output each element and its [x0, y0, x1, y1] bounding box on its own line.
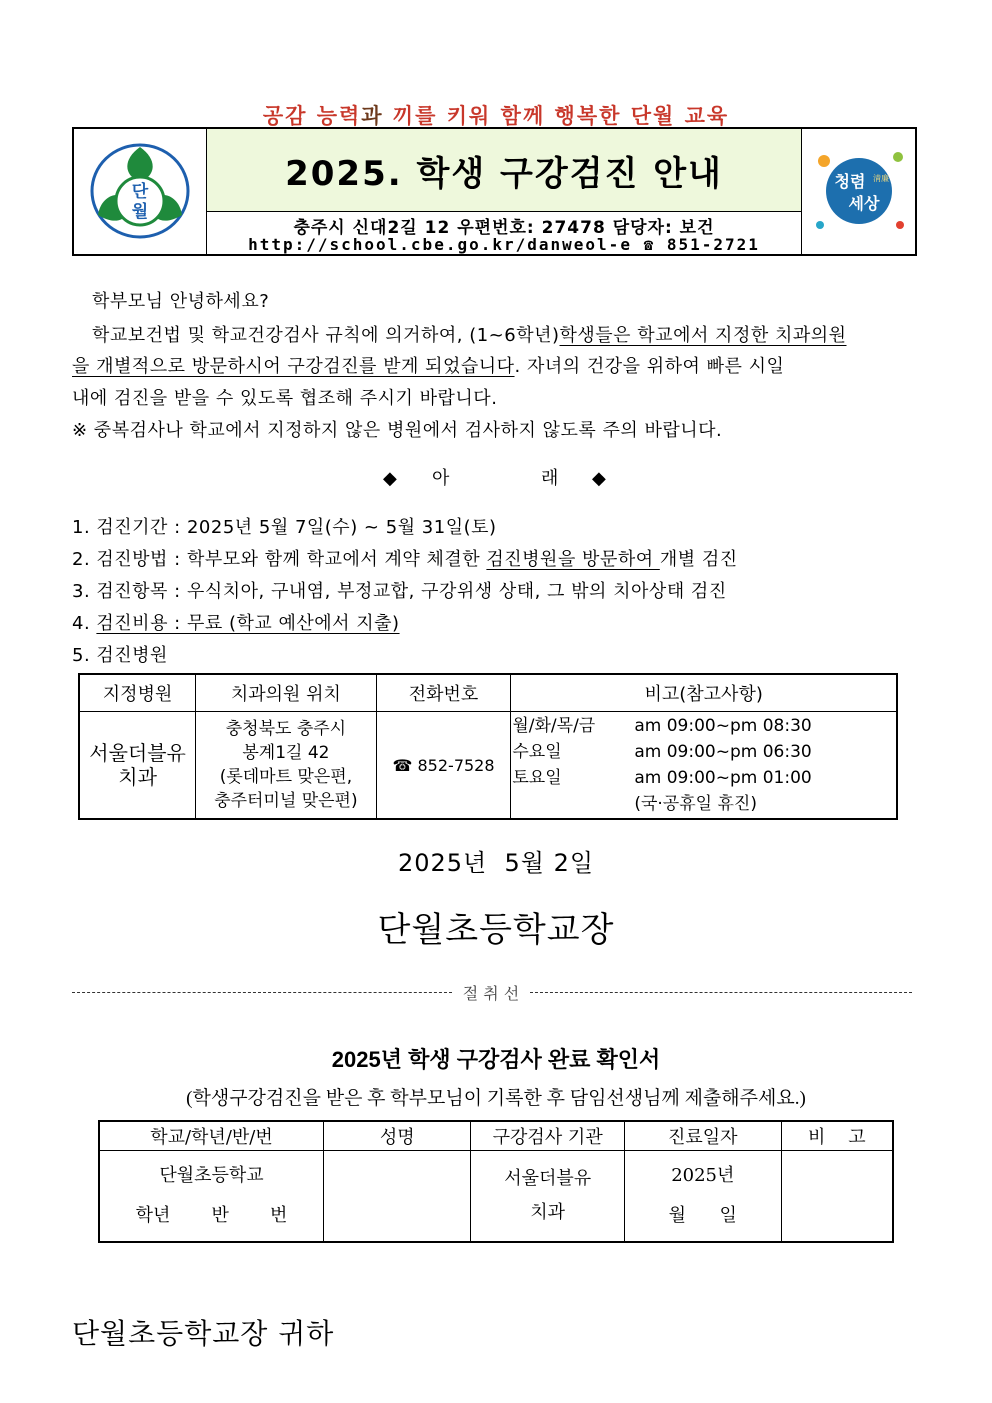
col-phone: 전화번호 — [376, 674, 511, 712]
class-label: 반 — [211, 1205, 229, 1226]
day-label: 일 — [719, 1205, 737, 1226]
col-school-info: 학교/학년/반/번 — [99, 1121, 323, 1151]
location-line: 충청북도 충주시 — [225, 719, 347, 739]
school-address: 충주시 신대2길 12 우편번호: 27478 담당자: 보건 — [293, 218, 715, 238]
grade-label: 학년 — [135, 1205, 171, 1226]
clinic-cell — [471, 1151, 624, 1243]
principal-name: 단월초등학교장 — [377, 910, 615, 950]
table-row — [99, 1151, 893, 1243]
hours-time: am 09:00~pm 06:30 — [634, 742, 812, 762]
visit-month-day — [626, 1196, 780, 1236]
col-location: 치과의원 위치 — [196, 674, 376, 712]
slogan-part2: 과 — [361, 104, 393, 128]
location-line: (롯데마트 맞은편, — [219, 767, 353, 787]
intro-line1-b: 학생들은 학교에서 지정한 치과의원 — [559, 325, 847, 346]
table-row — [79, 712, 897, 820]
item-method-text-c: 개별 검진 — [659, 549, 738, 570]
hours-day: 수요일 — [512, 742, 562, 762]
confirm-table-header — [99, 1121, 893, 1151]
footer-addressee: 단월초등학교장 귀하 — [72, 1317, 335, 1350]
item-cost-label: 4. — [72, 613, 97, 634]
slogan-part1: 공감 능력 — [262, 104, 362, 128]
item-period-label: 1. 검진기간 — [72, 517, 168, 538]
right-logo-small: 淸廉 — [873, 174, 889, 183]
document-title: 2025. 학생 구강검진 안내 — [207, 129, 801, 212]
remarks-field[interactable] — [781, 1151, 893, 1243]
item-cost-text: 검진비용 : 무료 (학교 예산에서 지출) — [96, 613, 400, 634]
notice-right-mark: ◆ — [592, 468, 607, 489]
confirm-title: 2025년 학생 구강검사 완료 확인서 — [331, 1047, 661, 1072]
visit-date-field[interactable] — [624, 1151, 781, 1243]
slogan-part3: 끼를 키워 함께 행복한 단월 교육 — [392, 104, 730, 128]
notice-word2: 래 — [541, 468, 559, 489]
issue-date: 2025년 5월 2일 — [397, 849, 595, 877]
clinic-line: 서울더블유 — [504, 1168, 592, 1189]
hospital-phone — [376, 712, 511, 820]
intro-line3: 내에 검진을 받을 수 있도록 협조해 주시기 바랍니다. — [72, 388, 498, 409]
hours-day: 월/화/목/금 — [512, 716, 596, 736]
right-logo-text2: 세상 — [848, 194, 880, 213]
intro-line2-b: . 자녀의 건강을 위하여 빠른 시일 — [514, 356, 785, 377]
item-method-text-b: 검진병원을 방문하여 — [486, 549, 660, 570]
header-main — [207, 129, 801, 254]
intro-line1-a: 학교보건법 및 학교건강검사 규칙에 의거하여, (1~6학년) — [92, 325, 560, 346]
hospital-table-header — [79, 674, 897, 712]
clean-world-logo-cell — [801, 129, 916, 254]
col-remarks: 비고(참고사항) — [511, 674, 897, 712]
school-info-cell[interactable] — [99, 1151, 323, 1243]
school-logo-icon — [74, 129, 206, 254]
student-name-field[interactable] — [323, 1151, 471, 1243]
visit-year: 2025년 — [671, 1165, 735, 1186]
logo-text-bottom: 월 — [131, 202, 149, 222]
phone-icon: ☎ — [643, 235, 656, 254]
item-method-text-a: : 학부모와 함께 학교에서 계약 체결한 — [167, 549, 487, 570]
cut-line-right — [530, 992, 912, 993]
header-box — [72, 127, 917, 256]
hours-row — [512, 765, 895, 791]
intro-line1 — [92, 320, 847, 352]
holiday-note: (국·공휴일 휴진) — [634, 794, 757, 814]
school-phone: 851-2721 — [666, 235, 760, 254]
hours-row — [512, 713, 895, 739]
col-date: 진료일자 — [624, 1121, 781, 1151]
intro-note: ※ 중복검사나 학교에서 지정하지 않은 병원에서 검사하지 않도록 주의 바랍니다. — [72, 420, 723, 441]
item-period-text: : 2025년 5월 7일(수) ~ 5월 31일(토) — [167, 517, 497, 538]
notice-word1: 아 — [432, 468, 450, 489]
item-scope — [72, 576, 727, 608]
right-logo-text1: 청렴 — [834, 172, 866, 191]
hospital-name: 서울더블유 치과 — [79, 712, 196, 820]
intro-line2-a: 을 개별적으로 방문하시어 구강검진를 받게 되었습니다 — [72, 356, 515, 377]
item-scope-text: : 우식치아, 구내염, 부정교합, 구강위생 상태, 그 밖의 치아상태 검진 — [167, 581, 727, 602]
hours-row — [512, 739, 895, 765]
intro-line2 — [72, 351, 784, 383]
slogan — [0, 100, 992, 130]
hours-day: 토요일 — [512, 768, 562, 788]
col-remarks: 비 고 — [781, 1121, 893, 1151]
location-line: 충주터미널 맞은편) — [214, 791, 358, 811]
confirm-subtitle: (학생구강검진을 받은 후 학부모님이 기록한 후 담임선생님께 제출해주세요.) — [186, 1088, 806, 1109]
notice-left-mark: ◆ — [383, 468, 398, 489]
hospital-location — [196, 712, 376, 820]
confirm-table — [98, 1120, 894, 1243]
cut-line-left — [72, 992, 452, 993]
hospital-table — [78, 673, 898, 820]
clinic-line: 치과 — [530, 1202, 566, 1223]
month-label: 월 — [668, 1205, 687, 1226]
school-contact — [207, 235, 801, 254]
location-line: 봉계1길 42 — [242, 743, 330, 763]
greeting: 학부모님 안녕하세요? — [92, 291, 270, 312]
school-logo-cell — [74, 129, 207, 254]
logo-text-top: 단 — [131, 182, 149, 202]
cut-line-label: 절 취 선 — [462, 984, 520, 1003]
col-clinic: 구강검사 기관 — [471, 1121, 624, 1151]
hours-row — [512, 791, 895, 817]
school-name: 단월초등학교 — [159, 1165, 264, 1186]
item-method-label: 2. 검진방법 — [72, 549, 168, 570]
item-scope-label: 3. 검진항목 — [72, 581, 168, 602]
hospital-hours — [511, 712, 897, 820]
clean-world-logo-icon — [802, 129, 916, 254]
grade-class-number — [101, 1196, 322, 1236]
hours-time: am 09:00~pm 08:30 — [634, 716, 812, 736]
item-cost — [72, 608, 400, 640]
school-url[interactable]: http://school.cbe.go.kr/danweol-e — [248, 235, 632, 254]
item-hospital-label: 5. 검진병원 — [72, 645, 168, 666]
number-label: 번 — [269, 1205, 288, 1226]
phone-icon: ☎ — [392, 755, 413, 775]
col-name: 성명 — [323, 1121, 471, 1151]
col-hospital: 지정병원 — [79, 674, 196, 712]
item-period — [72, 512, 497, 544]
item-method — [72, 544, 738, 576]
hours-time: am 09:00~pm 01:00 — [634, 768, 812, 788]
hospital-phone-number: 852-7528 — [417, 755, 495, 775]
